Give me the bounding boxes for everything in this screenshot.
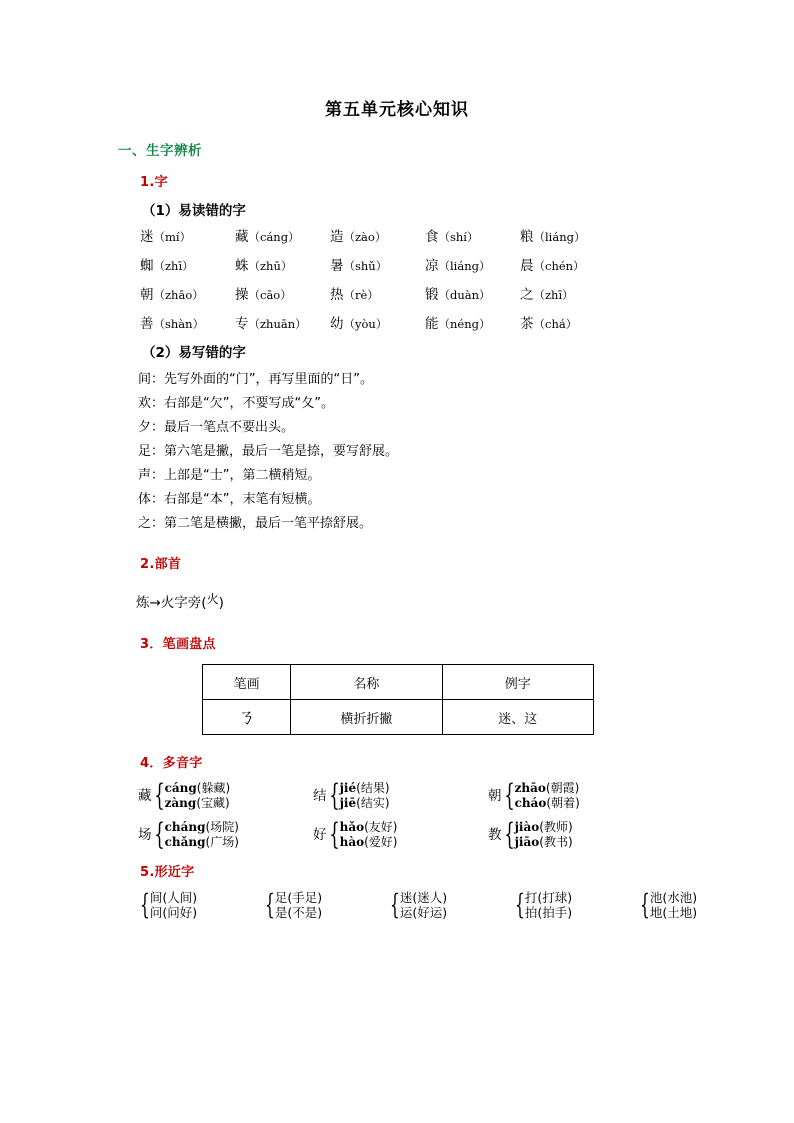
pinyin: （shǔ） [343, 259, 388, 273]
pinyin-cell [425, 315, 520, 333]
reading-list [165, 781, 231, 811]
similar-pair-item: 地(土地) [649, 905, 698, 920]
reading-list [515, 781, 580, 811]
character: 之 [520, 287, 534, 303]
pinyin-cell [235, 257, 330, 275]
reading-pinyin: cháo [514, 796, 547, 810]
stroke-examples-cell: 迷、这 [442, 700, 594, 735]
pinyin-cell [330, 228, 425, 246]
character: 蛛 [235, 258, 249, 274]
similar-pair-list [525, 890, 572, 920]
reading-word: (友好) [364, 820, 398, 834]
brace-symbol: { [328, 817, 340, 852]
brace-symbol: { [515, 888, 525, 921]
reading-pinyin: jiào [514, 820, 540, 834]
pinyin-row [140, 228, 760, 246]
similar-pair-list [150, 890, 197, 920]
polyphonic-character: 场 [138, 827, 152, 843]
table-header-cell: 笔画 [203, 665, 291, 700]
character: 能 [425, 316, 439, 332]
similar-pair-list [400, 890, 447, 920]
character: 幼 [330, 316, 344, 332]
character: 茶 [520, 316, 534, 332]
character: 迷 [140, 229, 154, 245]
note-line: 夕：最后一笔点不要出头。 [138, 420, 295, 435]
pinyin-cell [425, 228, 520, 246]
reading-pinyin: jiāo [514, 835, 540, 849]
reading-item [340, 796, 390, 811]
similar-pair-list [275, 890, 322, 920]
radical-line-prefix: 炼→火字旁( [136, 595, 207, 611]
pinyin-cell [235, 228, 330, 246]
brace-symbol: { [153, 778, 165, 813]
note-line: 之：第二笔是横撇，最后一笔平捺舒展。 [138, 516, 373, 531]
polyphonic-row [138, 817, 778, 852]
reading-list [340, 781, 390, 811]
pinyin: （liáng） [438, 259, 491, 273]
pinyin-cell [425, 257, 520, 275]
pinyin: （duàn） [438, 288, 491, 302]
pinyin-cell [520, 286, 615, 304]
reading-item [165, 781, 231, 796]
reading-word: (朝着) [546, 796, 580, 810]
radical-line [136, 586, 734, 616]
subsection-heading-1-part2: （2）易写错的字 [142, 345, 246, 361]
brace-symbol: { [640, 888, 650, 921]
reading-pinyin: cáng [164, 781, 197, 795]
similar-pair-item: 运(好运) [399, 905, 448, 920]
polyphonic-row [138, 778, 778, 813]
similar-pair-item: 问(问好) [149, 905, 198, 920]
brace-symbol: { [503, 778, 515, 813]
similar-pair-item: 打(打球) [524, 890, 573, 905]
pinyin: （zhuān） [248, 317, 307, 331]
character: 专 [235, 316, 249, 332]
pinyin: （zhī） [153, 259, 194, 273]
page-title: 第五单元核心知识 [325, 100, 469, 120]
stroke-inventory-table [202, 664, 594, 735]
note-line: 足：第六笔是撇，最后一笔是捺，要写舒展。 [138, 444, 399, 459]
polyphonic-entry [138, 778, 313, 813]
radical-line-suffix: ) [218, 595, 224, 611]
similar-characters-grid [138, 890, 788, 920]
reading-item [165, 820, 239, 835]
polyphonic-entry [313, 778, 488, 813]
reading-word: (宝藏) [196, 796, 230, 810]
pinyin: （zhī） [533, 288, 574, 302]
subsection-heading-4: 4．多音字 [140, 756, 203, 771]
reading-item [340, 820, 398, 835]
reading-word: (躲藏) [196, 781, 231, 795]
character: 造 [330, 229, 344, 245]
polyphonic-entry [488, 778, 663, 813]
similar-pair-item: 间(人间) [149, 890, 198, 905]
pinyin: （cáng） [248, 230, 300, 244]
reading-item [340, 835, 398, 850]
pinyin-cell [140, 228, 235, 246]
pinyin: （zhāo） [153, 288, 204, 302]
pinyin-cell [330, 257, 425, 275]
reading-pinyin: zhāo [514, 781, 546, 795]
brace-symbol: { [390, 888, 400, 921]
character: 粮 [520, 229, 534, 245]
pinyin: （shí） [438, 230, 479, 244]
reading-list [515, 820, 573, 850]
pinyin-cell [140, 257, 235, 275]
subsection-heading-1-part1: （1）易读错的字 [142, 203, 246, 219]
pinyin: （mí） [153, 230, 192, 244]
character: 朝 [140, 287, 154, 303]
pinyin-cell [330, 286, 425, 304]
polyphonic-character: 藏 [138, 788, 152, 804]
reading-pinyin: cháng [164, 820, 206, 834]
subsection-heading-2: 2.部首 [140, 557, 182, 572]
reading-word: (结实) [356, 796, 390, 810]
reading-word: (教师) [539, 820, 573, 834]
character: 暑 [330, 258, 344, 274]
polyphonic-characters-grid [138, 778, 778, 852]
note-line: 体：右部是“本”，末笔有短横。 [138, 492, 321, 507]
brace-symbol: { [265, 888, 275, 921]
reading-item [515, 796, 580, 811]
reading-item [515, 781, 580, 796]
pinyin: （shàn） [153, 317, 205, 331]
character: 蜘 [140, 258, 154, 274]
reading-word: (爱好) [364, 835, 398, 849]
note-line: 声：上部是“士”，第二横稍短。 [138, 468, 321, 483]
character: 藏 [235, 229, 249, 245]
reading-pinyin: zàng [164, 796, 197, 810]
similar-pair-item: 足(手足) [274, 890, 323, 905]
pinyin: （yòu） [343, 317, 388, 331]
pinyin: （zhū） [248, 259, 293, 273]
brace-symbol: { [328, 778, 340, 813]
similar-pair-list [650, 890, 697, 920]
similar-pair-item: 池(水池) [649, 890, 698, 905]
reading-word: (教书) [539, 835, 573, 849]
reading-pinyin: chǎng [164, 835, 206, 849]
reading-item [515, 835, 573, 850]
reading-word: (朝霞) [545, 781, 580, 795]
similar-character-entry [263, 890, 388, 920]
reading-list [340, 820, 398, 850]
brace-symbol: { [140, 888, 150, 921]
stroke-glyph-cell: ㄋ [203, 700, 291, 735]
reading-item [515, 820, 573, 835]
table-header-cell: 名称 [291, 665, 442, 700]
pinyin: （néng） [438, 317, 491, 331]
subsection-heading-3: 3．笔画盘点 [140, 637, 216, 652]
similar-character-entry [513, 890, 638, 920]
similar-character-entry [138, 890, 263, 920]
subsection-heading-1: 1.字 [140, 175, 168, 190]
stroke-name-cell: 横折折撇 [291, 700, 442, 735]
pinyin: （chá） [533, 317, 578, 331]
note-line: 间：先写外面的“门”，再写里面的“日”。 [138, 372, 373, 387]
subsection-heading-5: 5.形近字 [140, 865, 195, 880]
reading-word: (结果) [356, 781, 390, 795]
pinyin-row [140, 315, 760, 333]
pinyin: （cāo） [248, 288, 292, 302]
pinyin: （liáng） [533, 230, 586, 244]
reading-pinyin: jié [339, 781, 357, 795]
polyphonic-character: 好 [313, 827, 327, 843]
character: 锻 [425, 287, 439, 303]
character: 食 [425, 229, 439, 245]
reading-pinyin: hào [339, 835, 365, 849]
character: 善 [140, 316, 154, 332]
similar-pair-item: 拍(拍手) [524, 905, 573, 920]
similar-character-entry [388, 890, 513, 920]
reading-word: (广场) [205, 835, 239, 849]
pinyin-cell [235, 286, 330, 304]
reading-item [165, 796, 231, 811]
easily-misread-characters-grid [140, 228, 760, 333]
note-line: 欢：右部是“欠”，不要写成“夂”。 [138, 396, 334, 411]
pinyin-cell [520, 228, 615, 246]
pinyin-cell [140, 286, 235, 304]
character: 操 [235, 287, 249, 303]
reading-item [340, 781, 390, 796]
polyphonic-entry [488, 817, 663, 852]
pinyin-cell [235, 315, 330, 333]
brace-symbol: { [153, 817, 165, 852]
similar-pair-item: 是(不是) [274, 905, 323, 920]
pinyin: （zào） [343, 230, 387, 244]
pinyin-cell [520, 257, 615, 275]
polyphonic-entry [313, 817, 488, 852]
table-header-cell: 例字 [442, 665, 594, 700]
character: 热 [330, 287, 344, 303]
character: 晨 [520, 258, 534, 274]
polyphonic-entry [138, 817, 313, 852]
pinyin-cell [140, 315, 235, 333]
pinyin-row [140, 257, 760, 275]
fire-radical-glyph: 火 [206, 592, 219, 606]
character: 凉 [425, 258, 439, 274]
pinyin: （rè） [343, 288, 379, 302]
polyphonic-character: 教 [488, 827, 502, 843]
polyphonic-character: 朝 [488, 788, 502, 804]
pinyin: （chén） [533, 259, 585, 273]
section-heading-one: 一、生字辨析 [118, 143, 202, 159]
reading-pinyin: hǎo [339, 820, 365, 834]
reading-item [165, 835, 239, 850]
similar-character-entry [638, 890, 763, 920]
polyphonic-character: 结 [313, 788, 327, 804]
reading-word: (场院) [205, 820, 239, 834]
reading-list [165, 820, 239, 850]
reading-pinyin: jiē [339, 796, 357, 810]
pinyin-cell [330, 315, 425, 333]
pinyin-cell [425, 286, 520, 304]
table-header-row [203, 665, 594, 700]
similar-pair-item: 迷(迷人) [399, 890, 448, 905]
table-row [203, 700, 594, 735]
easily-miswritten-characters-list [138, 368, 734, 536]
pinyin-cell [520, 315, 615, 333]
brace-symbol: { [503, 817, 515, 852]
pinyin-row [140, 286, 760, 304]
